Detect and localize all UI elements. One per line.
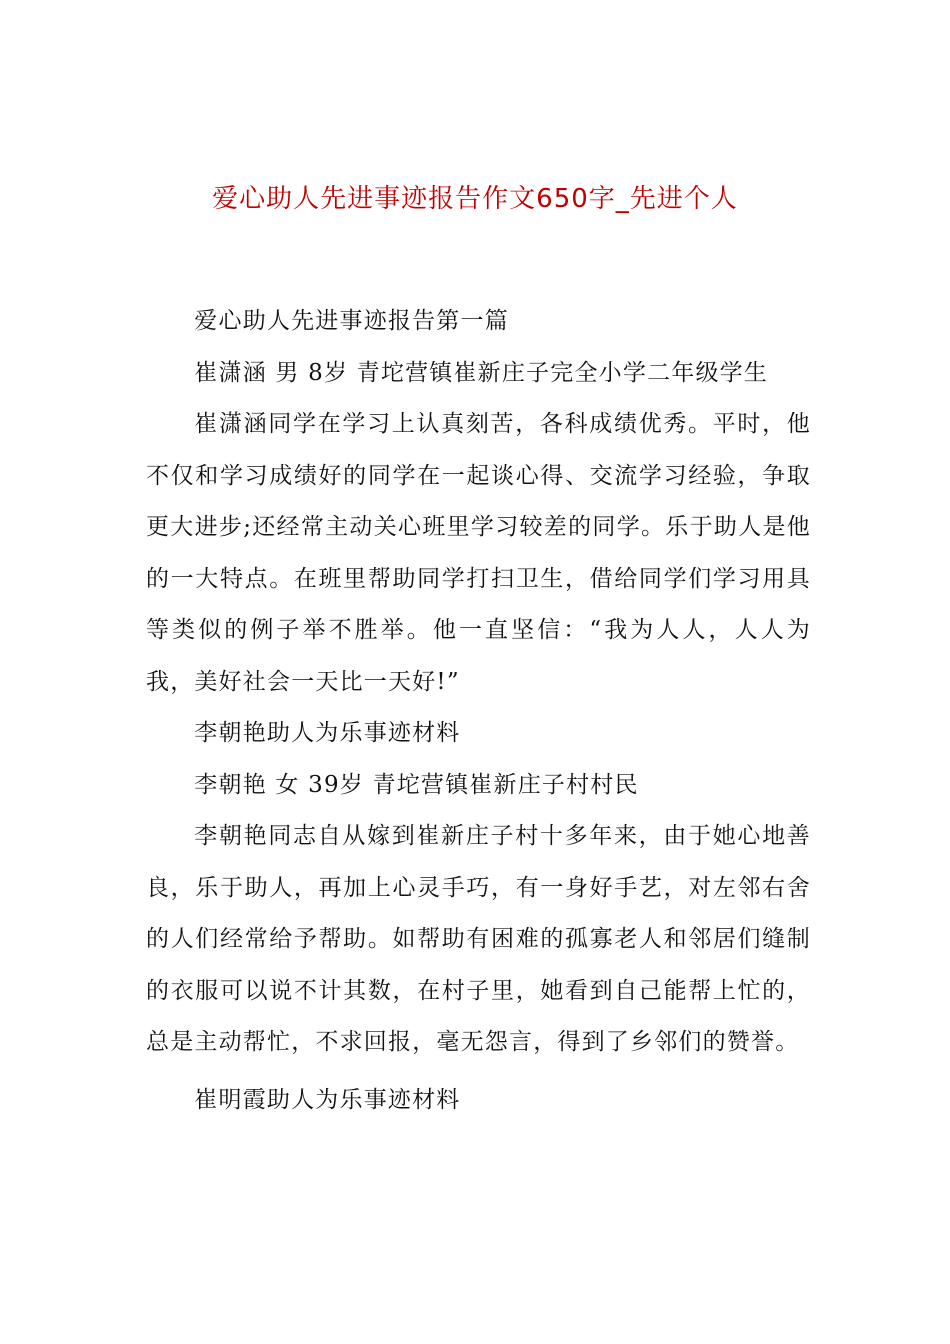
section-heading-2: 李朝艳助人为乐事迹材料: [194, 720, 461, 746]
person-info-1: 崔潇涵 男 8岁 青坨营镇崔新庄子完全小学二年级学生: [194, 359, 769, 386]
person-info-2: 李朝艳 女 39岁 青坨营镇崔新庄子村村民: [194, 771, 639, 798]
paragraph-1: 崔潇涵同学在学习上认真刻苦，各科成绩优秀。平时，他不仅和学习成绩好的同学在一起谈心得、交流学习经验，争取更大进步;还经常主动关心班里学习较差的同学。乐于助人是他的一大特点。在班里帮助同学打扫卫生，借给同学们学习用具等类似的例子举不胜举。他一直坚信：“我为人人，人人为我，美好社会一天比一天好!”: [146, 411, 811, 695]
document-title: 爱心助人先进事迹报告作文650字_先进个人: [212, 184, 738, 214]
section-heading-3: 崔明霞助人为乐事迹材料: [194, 1086, 461, 1113]
document-body: [146, 296, 811, 1126]
section-heading-1: 爱心助人先进事迹报告第一篇: [194, 308, 509, 334]
paragraph-2: 李朝艳同志自从嫁到崔新庄子村十多年来，由于她心地善良，乐于助人，再加上心灵手巧，有一身好手艺，对左邻右舍的人们经常给予帮助。如帮助有困难的孤寡老人和邻居们缝制的衣服可以说不计其数，在村子里，她看到自己能帮上忙的，总是主动帮忙，不求回报，毫无怨言，得到了乡邻们的赞誉。: [146, 823, 811, 1055]
